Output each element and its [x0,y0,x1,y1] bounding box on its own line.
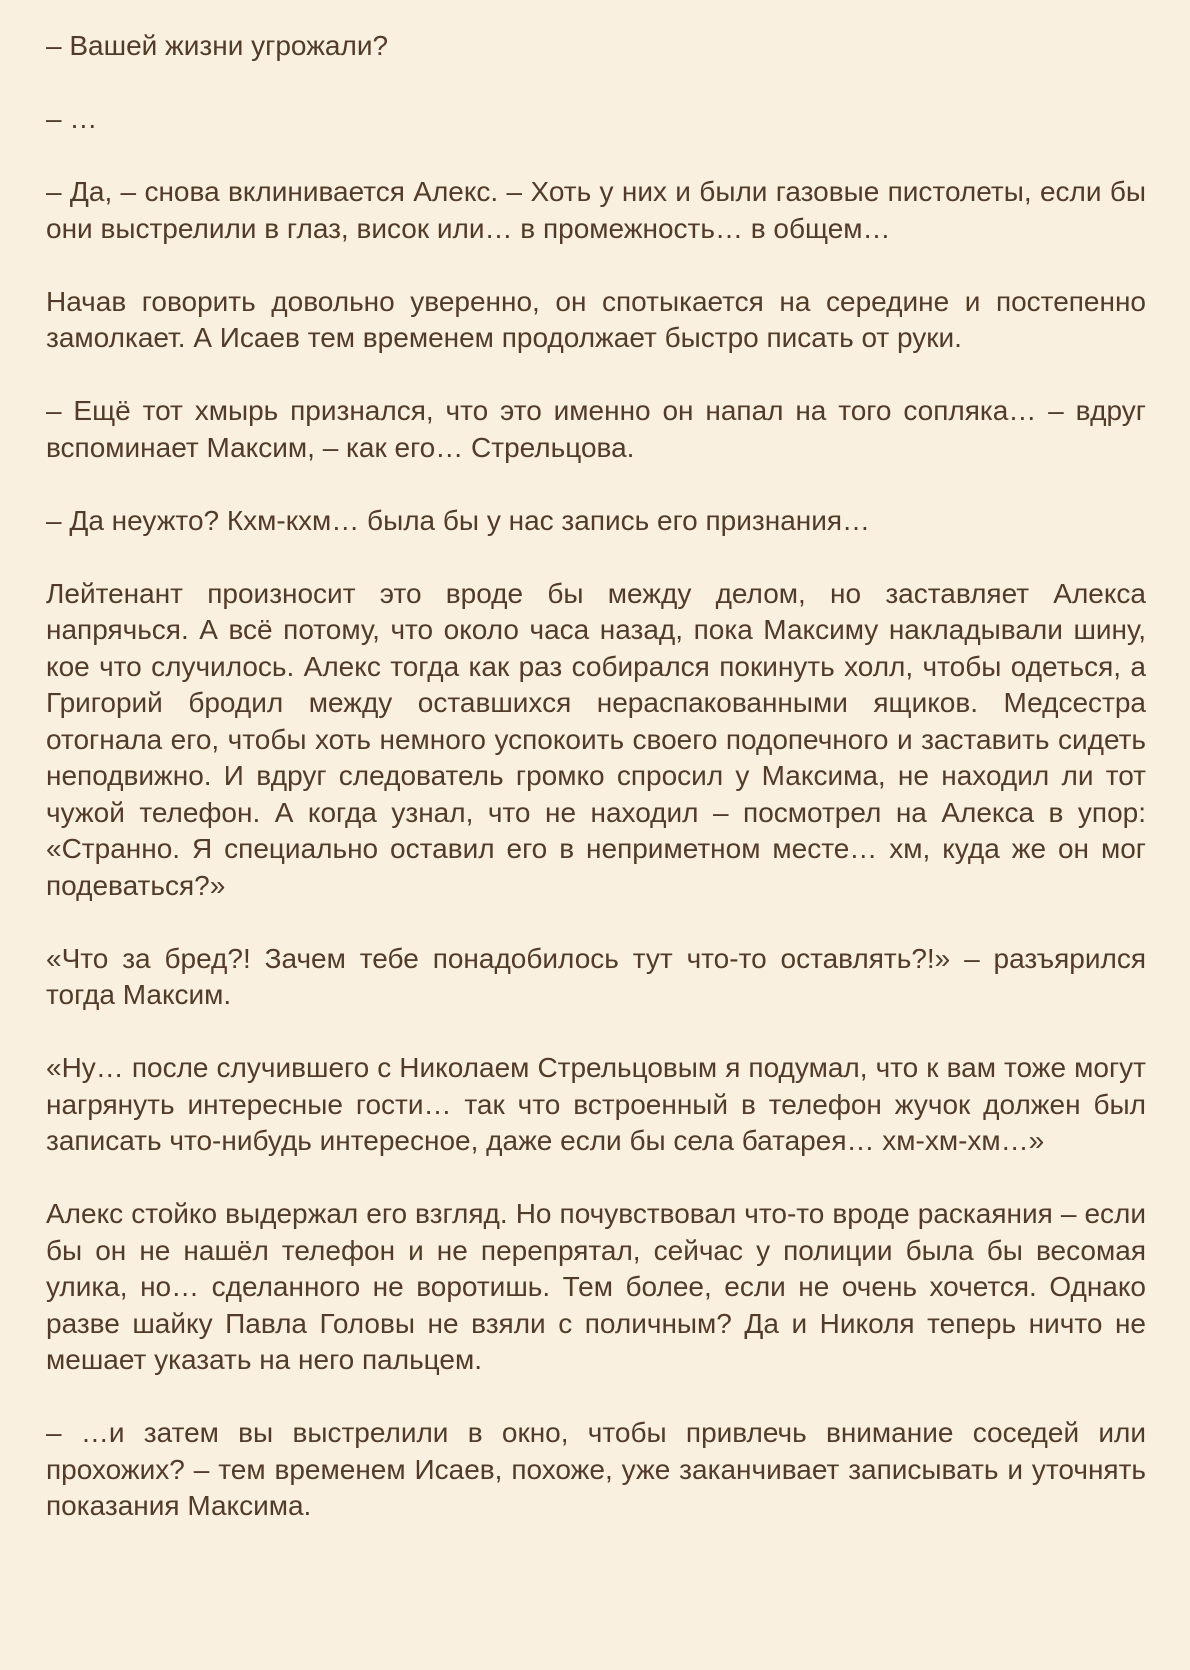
paragraph: – Ещё тот хмырь признался, что это именно он напал на того сопляка… – вдруг вспоминает Максим, – как его… Стрельцова. [46,395,1146,463]
paragraph: – Да неужто? Кхм-кхм… была бы у нас запись его признания… [46,504,871,536]
paragraph: Начав говорить довольно уверенно, он спотыкается на середине и постепенно замолкает. А Исаев тем временем продолжает быстро писать от руки. [46,285,1146,353]
paragraph: – …и затем вы выстрелили в окно, чтобы привлечь внимание соседей или прохожих? – тем временем Исаев, похоже, уже заканчивает записывать и уточнять показания Максима. [46,1417,1146,1521]
paragraph: «Что за бред?! Зачем тебе понадобилось тут что-то оставлять?!» – разъярился тогда Максим. [46,942,1146,1010]
paragraph: «Ну… после случившего с Николаем Стрельцовым я подумал, что к вам тоже могут нагрянуть интересные гости… так что встроенный в телефон жучок должен был записать что-нибудь интересное, даже если бы села батарея… хм-хм-хм…» [46,1052,1146,1156]
paragraph: Лейтенант произносит это вроде бы между делом, но заставляет Алекса напрячься. А всё потому, что около часа назад, пока Максиму накладывали шину, кое что случилось. Алекс тогда как раз собирался покинуть холл, чтобы одеться, а Григорий бродил между оставшихся нераспакованными ящиков. Медсестра отогнала его, чтобы хоть немного успокоить своего подопечного и заставить сидеть неподвижно. И вдруг следователь громко спросил у Максима, не находил ли тот чужой телефон. А когда узнал, что не находил – посмотрел на Алекса в упор: «Странно. Я специально оставил его в неприметном месте… хм, куда же он мог подеваться?» [46,577,1146,901]
paragraph: – Да, – снова вклинивается Алекс. – Хоть у них и были газовые пистолеты, если бы они выстрелили в глаз, висок или… в промежность… в общем… [46,176,1146,244]
paragraph: – … [46,103,98,134]
paragraph: – Вашей жизни угрожали? [46,30,389,61]
paragraph: Алекс стойко выдержал его взгляд. Но почувствовал что-то вроде раскаяния – если бы он не нашёл телефон и не перепрятал, сейчас у полиции была бы весомая улика, но… сделанного не воротишь. Тем более, если не очень хочется. Однако разве шайку Павла Головы не взяли с поличным? Да и Николя теперь ничто не мешает указать на него пальцем. [46,1198,1146,1375]
